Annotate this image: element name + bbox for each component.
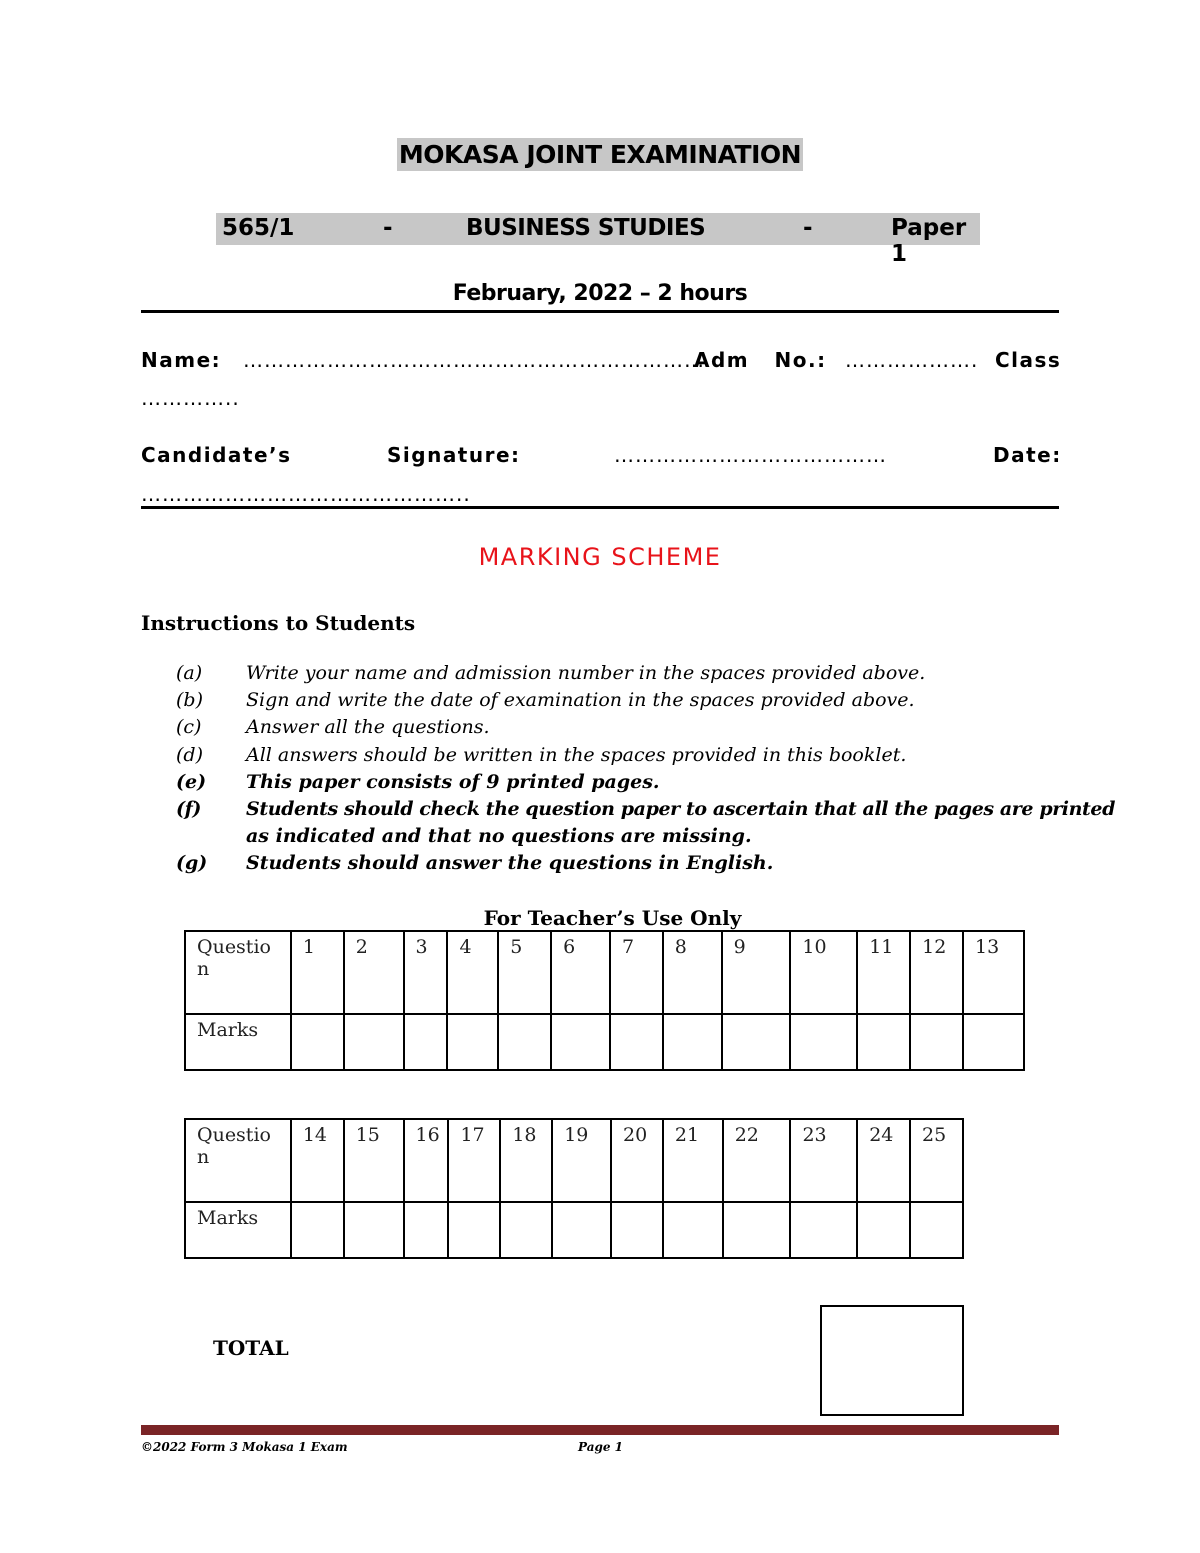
question-row — [185, 931, 1024, 1014]
question-number-cell: 17 — [448, 1119, 500, 1202]
marks-entry-cell[interactable] — [722, 1014, 791, 1070]
instruction-item: (c) Answer all the questions. — [176, 716, 490, 738]
question-number-cell: 5 — [498, 931, 551, 1014]
marks-entry-cell[interactable] — [291, 1202, 344, 1258]
question-number-cell: 3 — [404, 931, 448, 1014]
marks-label-cell: Marks — [185, 1014, 291, 1070]
marks-label-cell: Marks — [185, 1202, 291, 1258]
name-label: Name: — [141, 348, 222, 372]
question-number-cell: 24 — [857, 1119, 910, 1202]
question-number-cell: 1 — [291, 931, 344, 1014]
question-number-cell: 15 — [344, 1119, 404, 1202]
question-number-cell: 22 — [723, 1119, 791, 1202]
adm-label: Adm No.: — [694, 348, 827, 372]
signature-label-candidate: Candidate’s — [141, 443, 292, 467]
marking-scheme-title: MARKING SCHEME — [478, 543, 722, 571]
marks-entry-cell[interactable] — [790, 1202, 857, 1258]
instructions-heading: Instructions to Students — [141, 611, 416, 635]
question-number-cell: 7 — [610, 931, 663, 1014]
footer-copyright: ©2022 Form 3 Mokasa 1 Exam — [141, 1440, 348, 1454]
marks-entry-cell[interactable] — [552, 1202, 611, 1258]
marks-entry-cell[interactable] — [963, 1014, 1024, 1070]
question-label-cell: Questio n — [185, 931, 291, 1014]
marks-entry-cell[interactable] — [447, 1014, 498, 1070]
instruction-item: (g) Students should answer the questions in English. — [176, 852, 774, 874]
question-number-cell: 20 — [611, 1119, 663, 1202]
question-number-cell: 4 — [447, 931, 498, 1014]
marks-entry-cell[interactable] — [723, 1202, 791, 1258]
instruction-item: (d) All answers should be written in the spaces provided in this booklet. — [176, 744, 907, 766]
question-number-cell: 9 — [722, 931, 791, 1014]
marks-row — [185, 1202, 963, 1258]
question-number-cell: 8 — [663, 931, 722, 1014]
marks-entry-cell[interactable] — [910, 1014, 963, 1070]
marks-row — [185, 1014, 1024, 1070]
signature-dots[interactable]: ………………………………… — [614, 443, 887, 467]
marks-entry-cell[interactable] — [344, 1014, 404, 1070]
subject-bar — [216, 213, 980, 267]
total-box[interactable] — [820, 1305, 964, 1416]
bottom-rule — [141, 506, 1059, 509]
exam-title-wrap — [0, 140, 1200, 169]
marks-entry-cell[interactable] — [291, 1014, 344, 1070]
marks-entry-cell[interactable] — [500, 1202, 552, 1258]
signature-label: Signature: — [387, 443, 521, 467]
top-rule — [141, 310, 1059, 313]
instruction-item-continued: as indicated and that no questions are missing. — [246, 825, 752, 847]
footer-page-number: Page 1 — [578, 1440, 624, 1454]
instruction-item: (e) This paper consists of 9 printed pages. — [176, 771, 660, 793]
class-dots[interactable]: ………….. — [141, 386, 240, 410]
subject-dash-1: - — [383, 215, 393, 241]
marks-entry-cell[interactable] — [857, 1202, 910, 1258]
total-label: TOTAL — [213, 1336, 289, 1360]
question-number-cell: 13 — [963, 931, 1024, 1014]
paper-code: 565/1 — [222, 215, 295, 241]
exam-title: MOKASA JOINT EXAMINATION — [398, 140, 802, 169]
instruction-item: (f) Students should check the question paper to ascertain that all the pages are printed — [176, 798, 1115, 820]
exam-date-wrap — [0, 281, 1200, 306]
question-number-cell: 12 — [910, 931, 963, 1014]
name-dots[interactable]: ………………………………………………………… — [243, 348, 705, 372]
question-number-cell: 14 — [291, 1119, 344, 1202]
question-label-cell: Questio n — [185, 1119, 291, 1202]
instruction-item: (b) Sign and write the date of examination in the spaces provided above. — [176, 689, 915, 711]
question-number-cell: 25 — [910, 1119, 963, 1202]
marks-entry-cell[interactable] — [498, 1014, 551, 1070]
question-number-cell: 23 — [790, 1119, 857, 1202]
question-number-cell: 6 — [551, 931, 610, 1014]
marks-entry-cell[interactable] — [910, 1202, 963, 1258]
marks-entry-cell[interactable] — [663, 1014, 722, 1070]
question-number-cell: 10 — [790, 931, 857, 1014]
marks-entry-cell[interactable] — [663, 1202, 723, 1258]
date-label: Date: — [993, 443, 1062, 467]
marks-entry-cell[interactable] — [551, 1014, 610, 1070]
marks-entry-cell[interactable] — [611, 1202, 663, 1258]
instruction-item: (a) Write your name and admission number in the spaces provided above. — [176, 662, 926, 684]
marks-entry-cell[interactable] — [857, 1014, 910, 1070]
marks-entry-cell[interactable] — [344, 1202, 404, 1258]
question-number-cell: 18 — [500, 1119, 552, 1202]
marks-entry-cell[interactable] — [610, 1014, 663, 1070]
marks-entry-cell[interactable] — [790, 1014, 857, 1070]
class-label: Class — [995, 348, 1062, 372]
paper-number: Paper 1 — [891, 215, 967, 267]
marks-table-1 — [184, 930, 1025, 1071]
subject-dash-2: - — [803, 215, 813, 241]
marks-entry-cell[interactable] — [404, 1014, 448, 1070]
marks-entry-cell[interactable] — [404, 1202, 449, 1258]
date-dots[interactable]: ……………………………………….. — [141, 482, 471, 506]
question-number-cell: 11 — [857, 931, 910, 1014]
exam-date: February, 2022 – 2 hours — [452, 281, 748, 306]
question-number-cell: 19 — [552, 1119, 611, 1202]
subject-name: BUSINESS STUDIES — [466, 215, 706, 241]
question-number-cell: 2 — [344, 931, 404, 1014]
teacher-use-heading: For Teacher’s Use Only — [483, 906, 742, 930]
adm-dots[interactable]: ………………. — [845, 348, 979, 372]
question-row — [185, 1119, 963, 1202]
marks-table-2 — [184, 1118, 964, 1259]
question-number-cell: 16 — [404, 1119, 449, 1202]
footer-bar — [141, 1425, 1059, 1435]
question-number-cell: 21 — [663, 1119, 723, 1202]
marks-entry-cell[interactable] — [448, 1202, 500, 1258]
